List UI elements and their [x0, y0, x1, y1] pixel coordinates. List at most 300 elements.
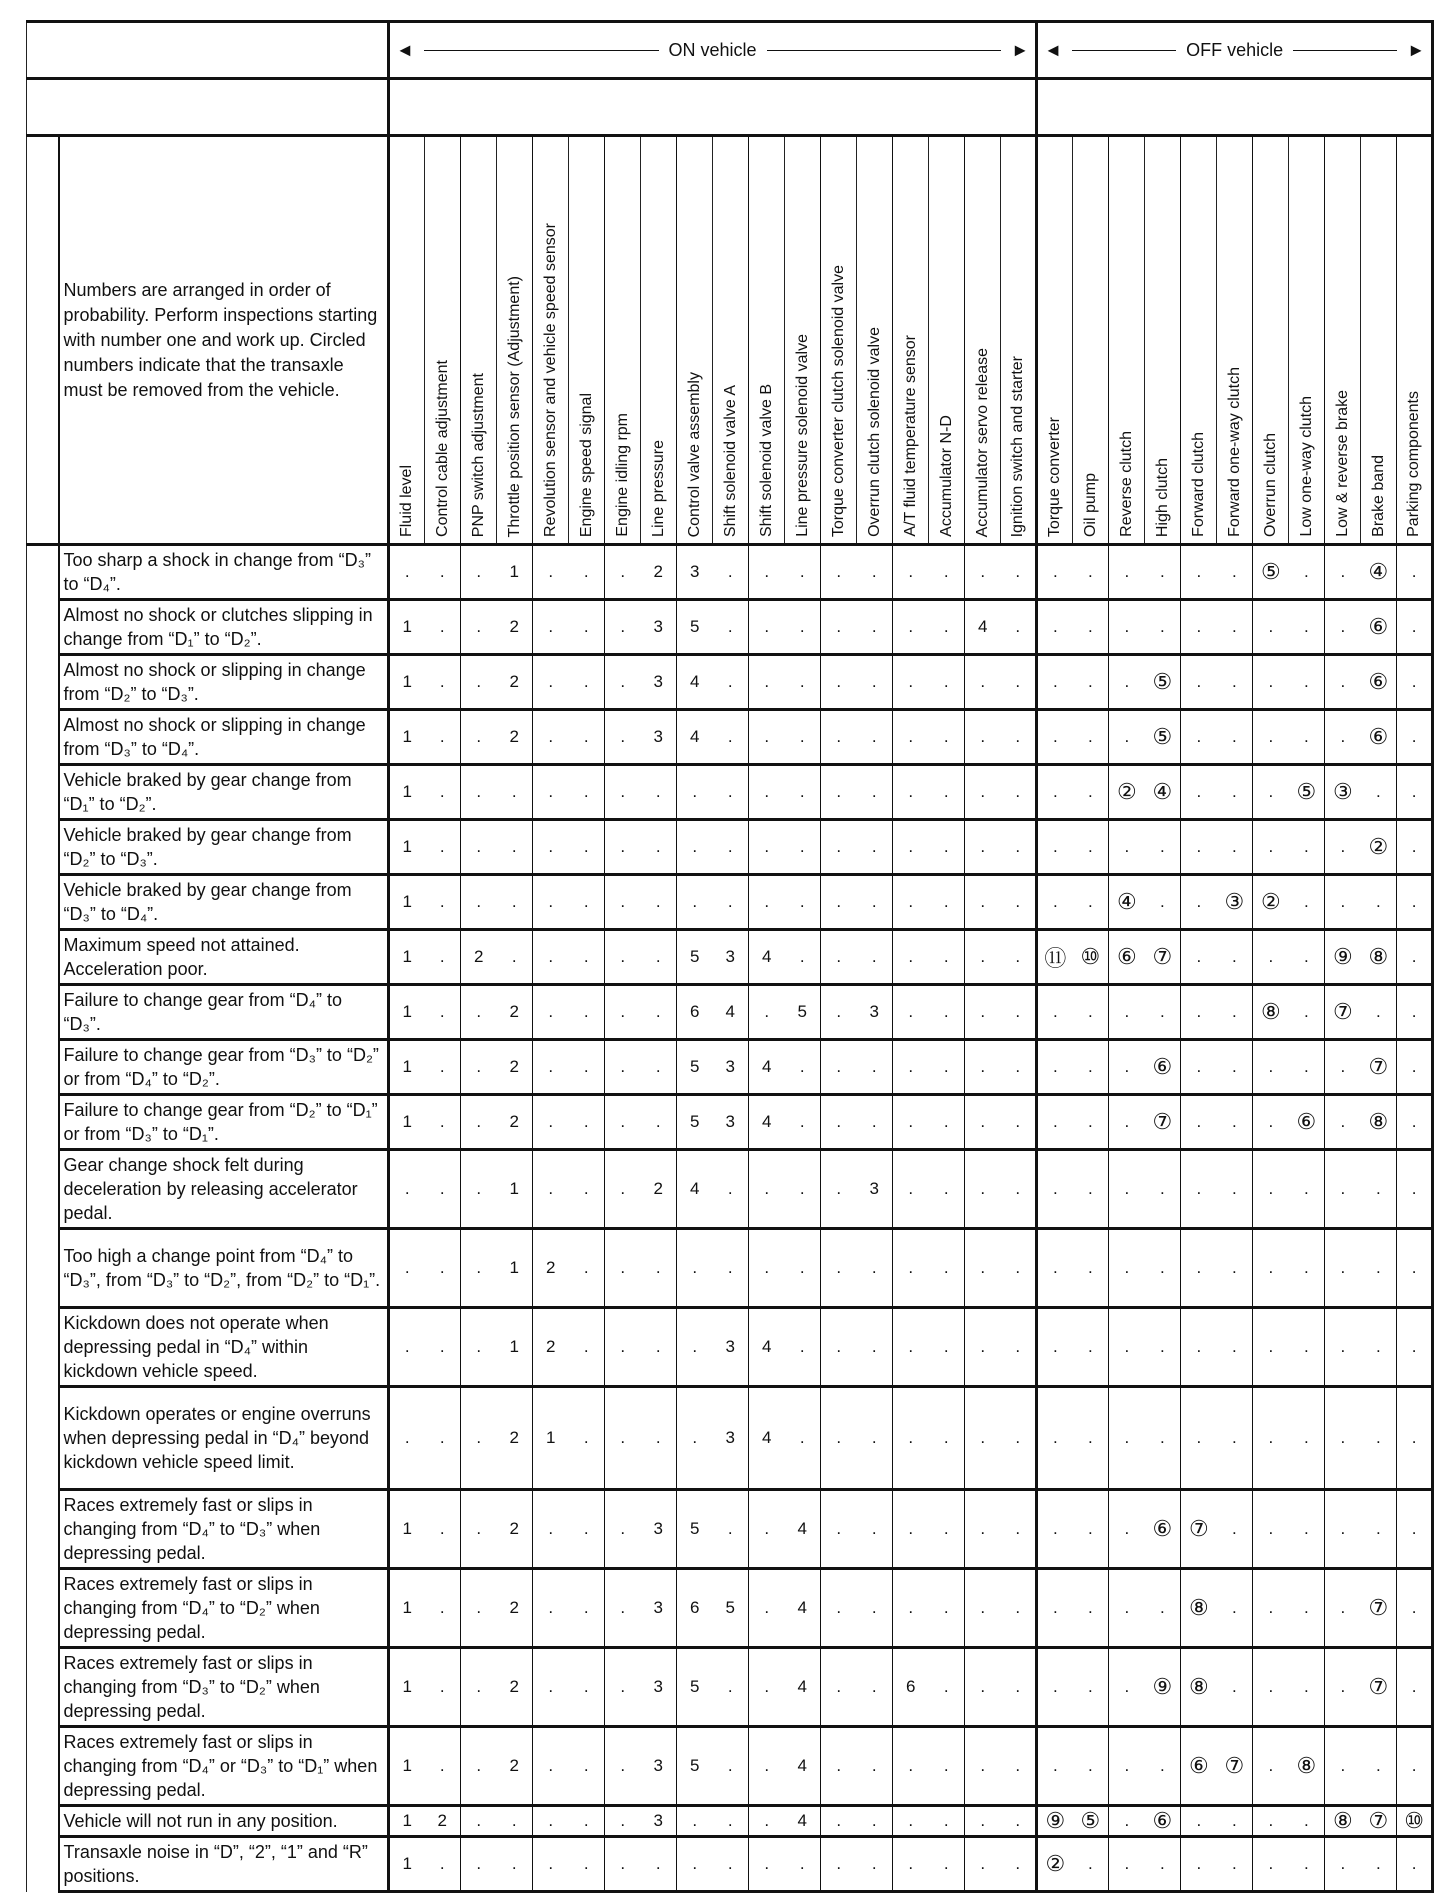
check-cell: [749, 1727, 785, 1806]
blank-cell: [27, 79, 389, 136]
empty-dot: .: [1303, 1057, 1309, 1076]
empty-dot: .: [1124, 562, 1130, 581]
empty-dot: .: [980, 1258, 986, 1277]
empty-dot: .: [1303, 1811, 1309, 1830]
check-cell: [1181, 1387, 1217, 1490]
empty-dot: .: [1411, 947, 1417, 966]
column-header: [641, 136, 677, 545]
check-cell: [1181, 1229, 1217, 1308]
empty-dot: .: [476, 1337, 482, 1356]
empty-dot: .: [1015, 1598, 1021, 1617]
priority-number: 3: [690, 562, 700, 581]
empty-dot: .: [727, 837, 733, 856]
empty-dot: .: [1196, 1002, 1202, 1021]
symptom-label: Gear change shock felt during deceleration by releasing accelerator pedal.: [59, 1150, 389, 1229]
check-cell: [1397, 1040, 1433, 1095]
check-cell: [749, 1095, 785, 1150]
check-cell: [713, 765, 749, 820]
check-cell: [533, 1308, 569, 1387]
check-cell: [677, 600, 713, 655]
empty-dot: .: [980, 892, 986, 911]
priority-number: 2: [546, 1337, 556, 1356]
check-cell: [425, 985, 461, 1040]
check-cell: [1289, 765, 1325, 820]
check-cell: [1289, 1095, 1325, 1150]
empty-dot: .: [908, 782, 914, 801]
column-header-label: Forward one-way clutch: [1225, 367, 1243, 537]
corner-cell: [27, 22, 389, 79]
check-cell: [497, 1308, 533, 1387]
circled-priority-number: ⑧: [1260, 999, 1281, 1024]
check-cell: [929, 1150, 965, 1229]
check-cell: [641, 765, 677, 820]
check-cell: [569, 1569, 605, 1648]
column-header-label: Line pressure solenoid valve: [793, 334, 811, 537]
check-cell: [1217, 1387, 1253, 1490]
column-header: [461, 136, 497, 545]
priority-number: 5: [690, 1677, 700, 1696]
empty-dot: .: [1124, 1756, 1130, 1775]
check-cell: [461, 545, 497, 600]
check-cell: [1325, 820, 1361, 875]
empty-dot: .: [1340, 1337, 1346, 1356]
priority-number: 3: [653, 617, 663, 636]
check-cell: [461, 1229, 497, 1308]
check-cell: [461, 1387, 497, 1490]
check-cell: [929, 930, 965, 985]
priority-number: 3: [653, 672, 663, 691]
empty-dot: .: [1087, 562, 1093, 581]
check-cell: [1181, 1806, 1217, 1837]
circled-priority-number: ⑩: [1080, 944, 1101, 969]
empty-dot: .: [548, 782, 554, 801]
empty-dot: .: [1303, 1337, 1309, 1356]
empty-dot: .: [836, 672, 842, 691]
priority-number: 4: [797, 1811, 807, 1830]
check-cell: [605, 1229, 641, 1308]
check-cell: [389, 765, 425, 820]
margin-strip: [27, 1806, 59, 1837]
check-cell: [1361, 930, 1397, 985]
column-header: [713, 136, 749, 545]
empty-dot: .: [1411, 727, 1417, 746]
empty-dot: .: [1052, 1677, 1058, 1696]
empty-dot: .: [1087, 1598, 1093, 1617]
check-cell: [821, 1490, 857, 1569]
check-cell: [1325, 1040, 1361, 1095]
check-cell: [389, 1387, 425, 1490]
empty-dot: .: [692, 1258, 698, 1277]
empty-dot: .: [1124, 727, 1130, 746]
empty-dot: .: [871, 1519, 877, 1538]
check-cell: [1361, 1648, 1397, 1727]
check-cell: [1397, 1095, 1433, 1150]
priority-number: 1: [509, 1179, 519, 1198]
empty-dot: .: [583, 1756, 589, 1775]
empty-dot: .: [1196, 1258, 1202, 1277]
empty-dot: .: [943, 1057, 949, 1076]
empty-dot: .: [1268, 1756, 1274, 1775]
empty-dot: .: [1196, 1337, 1202, 1356]
check-cell: [1145, 820, 1181, 875]
check-cell: [1253, 1727, 1289, 1806]
check-cell: [1001, 985, 1037, 1040]
check-cell: [1001, 765, 1037, 820]
column-header: [425, 136, 461, 545]
empty-dot: .: [583, 1179, 589, 1198]
empty-dot: .: [511, 837, 517, 856]
check-cell: [425, 655, 461, 710]
priority-number: 1: [402, 947, 412, 966]
check-cell: [1361, 765, 1397, 820]
margin-strip: [27, 1229, 59, 1308]
symptom-label: Almost no shock or slipping in change from “D₃” to “D₄”.: [59, 710, 389, 765]
check-cell: [749, 1308, 785, 1387]
check-cell: [1037, 545, 1073, 600]
priority-number: 1: [402, 1677, 412, 1696]
check-cell: [1325, 1095, 1361, 1150]
check-cell: [1361, 710, 1397, 765]
empty-dot: .: [980, 1677, 986, 1696]
check-cell: [1325, 985, 1361, 1040]
empty-dot: .: [943, 562, 949, 581]
symptom-label: Failure to change gear from “D₃” to “D₂” or from “D₄” to “D₂”.: [59, 1040, 389, 1095]
check-cell: [1361, 1727, 1397, 1806]
empty-dot: .: [583, 782, 589, 801]
check-cell: [1253, 1569, 1289, 1648]
empty-dot: .: [439, 1428, 445, 1447]
empty-dot: .: [764, 1756, 770, 1775]
check-cell: [497, 710, 533, 765]
check-cell: [1397, 710, 1433, 765]
empty-dot: .: [1268, 1677, 1274, 1696]
empty-dot: .: [1231, 1179, 1237, 1198]
empty-dot: .: [871, 562, 877, 581]
empty-dot: .: [1231, 1057, 1237, 1076]
check-cell: [605, 600, 641, 655]
check-cell: [1217, 930, 1253, 985]
circled-priority-number: ②: [1368, 834, 1389, 859]
check-cell: [1361, 985, 1397, 1040]
priority-number: 1: [402, 837, 412, 856]
empty-dot: .: [764, 727, 770, 746]
check-cell: [641, 1040, 677, 1095]
empty-dot: .: [1268, 1854, 1274, 1873]
check-cell: [389, 1806, 425, 1837]
check-cell: [497, 1229, 533, 1308]
check-cell: [785, 1308, 821, 1387]
empty-dot: .: [980, 1756, 986, 1775]
empty-dot: .: [943, 617, 949, 636]
empty-dot: .: [1231, 1112, 1237, 1131]
check-cell: [929, 1727, 965, 1806]
check-cell: [1037, 1150, 1073, 1229]
priority-number: 1: [402, 782, 412, 801]
empty-dot: .: [1340, 1677, 1346, 1696]
check-cell: [605, 1150, 641, 1229]
check-cell: [965, 545, 1001, 600]
check-cell: [749, 1490, 785, 1569]
priority-number: 1: [402, 1519, 412, 1538]
check-cell: [461, 1727, 497, 1806]
column-header: [1217, 136, 1253, 545]
empty-dot: .: [1375, 1337, 1381, 1356]
check-cell: [1217, 1648, 1253, 1727]
diagnosis-chart: [26, 20, 1430, 1893]
empty-dot: .: [764, 1179, 770, 1198]
check-cell: [929, 655, 965, 710]
priority-number: 3: [869, 1179, 879, 1198]
check-cell: [641, 600, 677, 655]
empty-dot: .: [692, 1854, 698, 1873]
circled-priority-number: ⑤: [1260, 559, 1281, 584]
check-cell: [1217, 1150, 1253, 1229]
column-header: [1181, 136, 1217, 545]
empty-dot: .: [1268, 782, 1274, 801]
empty-dot: .: [1340, 617, 1346, 636]
check-cell: [1109, 1387, 1145, 1490]
check-cell: [1001, 1387, 1037, 1490]
empty-dot: .: [980, 782, 986, 801]
check-cell: [1073, 1150, 1109, 1229]
margin-strip: [27, 545, 59, 600]
empty-dot: .: [727, 1854, 733, 1873]
empty-dot: .: [908, 1179, 914, 1198]
empty-dot: .: [439, 947, 445, 966]
empty-dot: .: [1052, 672, 1058, 691]
check-cell: [461, 1040, 497, 1095]
margin-strip: [27, 1387, 59, 1490]
check-cell: [461, 1490, 497, 1569]
circled-priority-number: ⑨: [1332, 944, 1353, 969]
empty-dot: .: [1124, 617, 1130, 636]
check-cell: [1325, 1648, 1361, 1727]
check-cell: [785, 1806, 821, 1837]
empty-dot: .: [1375, 782, 1381, 801]
check-cell: [677, 1727, 713, 1806]
priority-number: 4: [797, 1598, 807, 1617]
empty-dot: .: [1268, 1337, 1274, 1356]
empty-dot: .: [583, 1428, 589, 1447]
check-cell: [1361, 600, 1397, 655]
check-cell: [389, 1040, 425, 1095]
check-cell: [389, 1308, 425, 1387]
empty-dot: .: [439, 782, 445, 801]
check-cell: [605, 1040, 641, 1095]
empty-dot: .: [1411, 782, 1417, 801]
check-cell: [1145, 545, 1181, 600]
empty-dot: .: [980, 1811, 986, 1830]
check-cell: [749, 1229, 785, 1308]
check-cell: [929, 545, 965, 600]
symptom-label: Races extremely fast or slips in changing from “D₃” to “D₂” when depressing pedal.: [59, 1648, 389, 1727]
check-cell: [1397, 1837, 1433, 1892]
priority-number: 1: [402, 1756, 412, 1775]
check-cell: [1289, 1806, 1325, 1837]
check-cell: [749, 1648, 785, 1727]
check-cell: [713, 1806, 749, 1837]
margin-strip: [27, 136, 59, 545]
check-cell: [1109, 1727, 1145, 1806]
empty-dot: .: [1411, 1854, 1417, 1873]
check-cell: [821, 1569, 857, 1648]
symptom-label: Almost no shock or clutches slipping in change from “D₁” to “D₂”.: [59, 600, 389, 655]
empty-dot: .: [871, 1057, 877, 1076]
check-cell: [1217, 985, 1253, 1040]
check-cell: [1253, 710, 1289, 765]
priority-number: 3: [653, 1598, 663, 1617]
empty-dot: .: [1375, 1428, 1381, 1447]
check-cell: [1325, 1569, 1361, 1648]
check-cell: [461, 1806, 497, 1837]
empty-dot: .: [799, 1854, 805, 1873]
check-cell: [677, 875, 713, 930]
check-cell: [1073, 1308, 1109, 1387]
check-cell: [893, 655, 929, 710]
empty-dot: .: [404, 1428, 410, 1447]
check-cell: [1253, 1648, 1289, 1727]
check-cell: [785, 985, 821, 1040]
empty-dot: .: [1087, 672, 1093, 691]
empty-dot: .: [476, 617, 482, 636]
empty-dot: .: [404, 1179, 410, 1198]
empty-dot: .: [439, 1756, 445, 1775]
empty-dot: .: [727, 1519, 733, 1538]
check-cell: [713, 1040, 749, 1095]
empty-dot: .: [1159, 1428, 1165, 1447]
empty-dot: .: [1015, 837, 1021, 856]
check-cell: [533, 1806, 569, 1837]
empty-dot: .: [1124, 1179, 1130, 1198]
blank-header-row: [27, 79, 1433, 136]
check-cell: [425, 1150, 461, 1229]
column-header-label: Overrun clutch: [1261, 432, 1279, 537]
check-cell: [605, 1727, 641, 1806]
check-cell: [605, 710, 641, 765]
check-cell: [533, 655, 569, 710]
check-cell: [1253, 1095, 1289, 1150]
check-cell: [785, 875, 821, 930]
check-cell: [677, 930, 713, 985]
check-cell: [1181, 1837, 1217, 1892]
margin-strip: [27, 1490, 59, 1569]
empty-dot: .: [1231, 1811, 1237, 1830]
check-cell: [1073, 710, 1109, 765]
empty-dot: .: [871, 892, 877, 911]
on-vehicle-label: ON vehicle: [668, 39, 757, 60]
check-cell: [749, 930, 785, 985]
empty-dot: .: [871, 947, 877, 966]
empty-dot: .: [1196, 1179, 1202, 1198]
column-header: [569, 136, 605, 545]
priority-number: 1: [402, 672, 412, 691]
check-cell: [965, 1569, 1001, 1648]
circled-priority-number: ②: [1045, 1851, 1066, 1876]
check-cell: [569, 600, 605, 655]
check-cell: [893, 600, 929, 655]
check-cell: [857, 1040, 893, 1095]
empty-dot: .: [1015, 947, 1021, 966]
check-cell: [749, 655, 785, 710]
empty-dot: .: [764, 1002, 770, 1021]
check-cell: [1181, 930, 1217, 985]
symptom-label: Maximum speed not attained. Acceleration poor.: [59, 930, 389, 985]
empty-dot: .: [1303, 1258, 1309, 1277]
empty-dot: .: [908, 1428, 914, 1447]
check-cell: [1073, 765, 1109, 820]
priority-number: 3: [653, 727, 663, 746]
empty-dot: .: [1411, 1598, 1417, 1617]
check-cell: [641, 1095, 677, 1150]
column-header-label: Throttle position sensor (Adjustment): [505, 275, 523, 537]
column-header-label: Ignition switch and starter: [1009, 355, 1027, 537]
empty-dot: .: [655, 1428, 661, 1447]
column-header-label: Torque converter clutch solenoid valve: [829, 264, 847, 537]
check-cell: [1181, 875, 1217, 930]
empty-dot: .: [439, 672, 445, 691]
empty-dot: .: [727, 1756, 733, 1775]
check-cell: [677, 1387, 713, 1490]
empty-dot: .: [1015, 1677, 1021, 1696]
check-cell: [1109, 820, 1145, 875]
empty-dot: .: [908, 1854, 914, 1873]
symptom-row: [27, 1150, 1433, 1229]
empty-dot: .: [620, 1677, 626, 1696]
check-cell: [749, 1387, 785, 1490]
check-cell: [1073, 1569, 1109, 1648]
check-cell: [1073, 1387, 1109, 1490]
check-cell: [533, 1229, 569, 1308]
check-cell: [497, 765, 533, 820]
empty-dot: .: [692, 1428, 698, 1447]
check-cell: [389, 1837, 425, 1892]
empty-dot: .: [799, 1057, 805, 1076]
check-cell: [893, 1806, 929, 1837]
empty-dot: .: [1268, 1519, 1274, 1538]
empty-dot: .: [764, 1519, 770, 1538]
empty-dot: .: [764, 562, 770, 581]
empty-dot: .: [943, 1337, 949, 1356]
empty-dot: .: [1303, 562, 1309, 581]
check-cell: [425, 1040, 461, 1095]
check-cell: [821, 1095, 857, 1150]
check-cell: [1217, 1806, 1253, 1837]
margin-strip: [27, 600, 59, 655]
empty-dot: .: [943, 1519, 949, 1538]
check-cell: [1397, 1308, 1433, 1387]
check-cell: [713, 1308, 749, 1387]
check-cell: [425, 1806, 461, 1837]
priority-number: 1: [509, 1337, 519, 1356]
symptom-row: [27, 1308, 1433, 1387]
empty-dot: .: [1411, 837, 1417, 856]
check-cell: [533, 545, 569, 600]
empty-dot: .: [583, 1258, 589, 1277]
margin-strip: [27, 1648, 59, 1727]
check-cell: [857, 820, 893, 875]
column-header-label: Line pressure: [649, 440, 667, 537]
check-cell: [677, 1229, 713, 1308]
empty-dot: .: [655, 1002, 661, 1021]
empty-dot: .: [583, 947, 589, 966]
empty-dot: .: [980, 947, 986, 966]
check-cell: [425, 1569, 461, 1648]
empty-dot: .: [1375, 1258, 1381, 1277]
column-header: [1397, 136, 1433, 545]
check-cell: [857, 1229, 893, 1308]
check-cell: [1073, 985, 1109, 1040]
priority-number: 5: [690, 1756, 700, 1775]
